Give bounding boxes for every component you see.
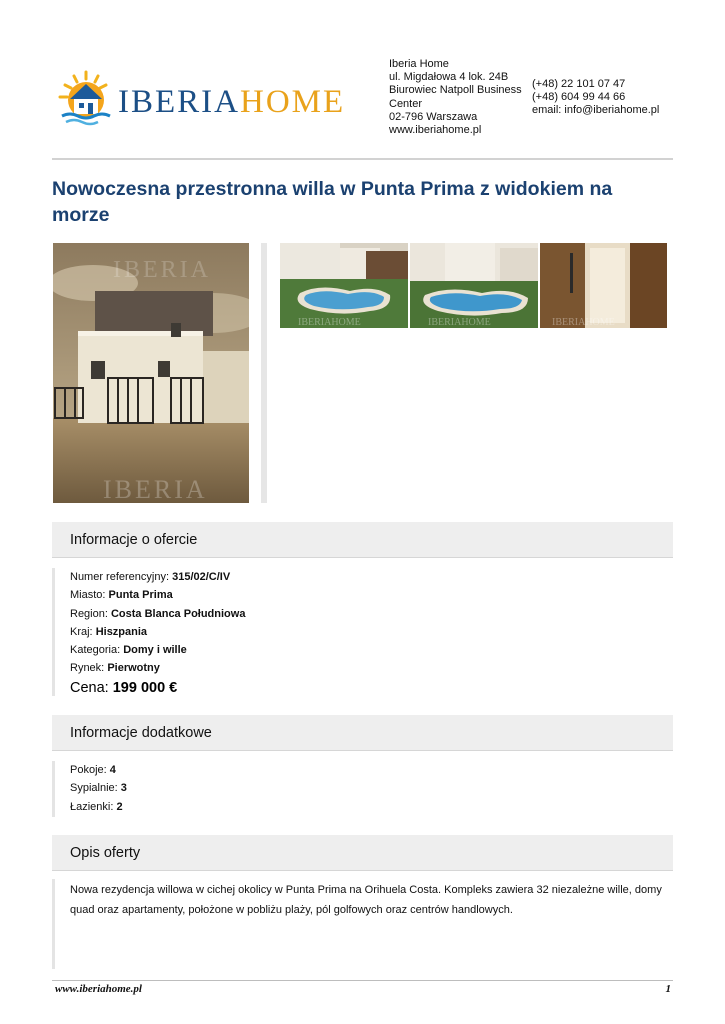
price: Cena: 199 000 € xyxy=(70,679,178,696)
info-row: Region: Costa Blanca Południowa xyxy=(70,607,246,620)
info-row: Kategoria: Domy i wille xyxy=(70,644,187,657)
info-row: Pokoje: 4 xyxy=(70,764,116,776)
page-number: 1 xyxy=(665,983,671,995)
bedrooms-value: 3 xyxy=(120,782,127,795)
company-address xyxy=(389,58,529,137)
listing-title: Nowoczesna przestronna willa w Punta Prima z widokiem na morze xyxy=(52,178,613,226)
gallery-divider xyxy=(261,243,267,503)
address-line: ul. Migdałowa 4 lok. 24B xyxy=(389,71,509,84)
rooms-value: 4 xyxy=(109,764,116,776)
watermark: IBERIAHOME xyxy=(428,317,491,328)
address-line: Iberia Home xyxy=(389,58,449,70)
watermark: IBERIAHOME xyxy=(298,317,361,328)
market-value: Pierwotny xyxy=(107,662,160,675)
watermark: IBERIAHOME xyxy=(552,317,615,328)
country-value: Hiszpania xyxy=(95,625,148,638)
address-line: 02-796 Warszawa xyxy=(389,110,478,123)
watermark: IBERIA xyxy=(113,257,211,283)
category-value: Domy i wille xyxy=(123,644,187,657)
info-row: Numer referencyjny: 315/02/C/IV xyxy=(70,571,231,583)
description-body xyxy=(52,879,673,969)
info-row: Kraj: Hiszpania xyxy=(70,625,148,638)
sun-house-logo-icon xyxy=(52,68,114,128)
gallery-thumbnail[interactable] xyxy=(410,243,538,328)
address-line: Biurowiec Natpoll Business Center xyxy=(389,84,522,110)
section-title: Informacje o ofercie xyxy=(70,532,198,548)
city-value: Punta Prima xyxy=(108,589,173,602)
section-title: Opis oferty xyxy=(70,845,141,861)
logo-wordmark: IBERIAHOME xyxy=(118,84,346,120)
info-row: Sypialnie: 3 xyxy=(70,782,127,795)
main-photo[interactable] xyxy=(53,243,249,503)
company-contact xyxy=(532,78,659,118)
description-header xyxy=(52,835,673,871)
additional-info-header xyxy=(52,715,673,751)
info-row: Łazienki: 2 xyxy=(70,800,123,813)
info-row: Miasto: Punta Prima xyxy=(70,589,173,602)
footer-divider xyxy=(52,980,673,981)
watermark: IBERIA xyxy=(103,475,208,503)
offer-info-header xyxy=(52,522,673,558)
section-title: Informacje dodatkowe xyxy=(70,725,212,741)
header-divider xyxy=(52,158,673,160)
description-text: Nowa rezydencja willowa w cichej okolicy w Punta Prima na Orihuela Costa. Kompleks zawiera 32 niezależne wille, domy quad oraz apartamenty, położone w pobliżu plaży, pól golfowych oraz centrów handlowych. xyxy=(70,884,662,916)
additional-info-body xyxy=(52,761,673,817)
reference-number: 315/02/C/IV xyxy=(172,571,231,583)
gallery-thumbnail[interactable] xyxy=(540,243,667,328)
website-link[interactable]: www.iberiahome.pl xyxy=(389,124,482,137)
offer-info-body xyxy=(52,568,673,696)
iberiahome-logo xyxy=(52,68,352,128)
email-link[interactable]: email: info@iberiahome.pl xyxy=(532,104,660,117)
info-row: Rynek: Pierwotny xyxy=(70,662,160,675)
phone-number[interactable]: (+48) 604 99 44 66 xyxy=(532,91,626,104)
price-value: 199 000 € xyxy=(112,679,178,696)
bathrooms-value: 2 xyxy=(116,800,123,813)
gallery-thumbnail[interactable] xyxy=(280,243,408,328)
region-value: Costa Blanca Południowa xyxy=(110,607,246,620)
phone-number[interactable]: (+48) 22 101 07 47 xyxy=(532,78,626,90)
footer-website-link[interactable]: www.iberiahome.pl xyxy=(55,983,142,995)
